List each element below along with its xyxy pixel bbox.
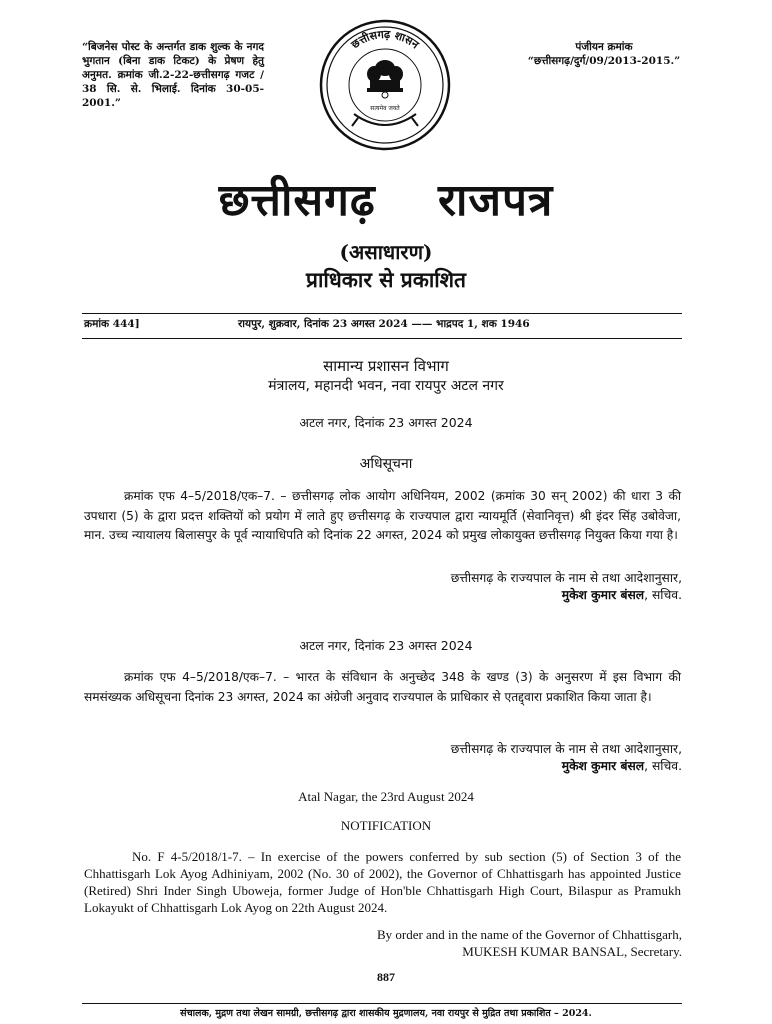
notification-heading-english: NOTIFICATION [340,818,432,833]
registration-block [504,40,704,68]
seal-text: छत्तीसगढ़ शासन [348,27,422,52]
signature-order-line: By order and in the name of the Governor of Chhattisgarh, [376,927,682,942]
seal-garland-icon [352,114,418,126]
signatory-title: , सचिव. [644,759,682,773]
notification-heading-hindi: अधिसूचना [359,456,413,472]
svg-text:छत्तीसगढ़ शासन [348,28,422,52]
lion-capital-icon [367,60,403,98]
printer-note: संचालक, मुद्रण तथा लेखन सामग्री, छत्तीसगढ़ द्वारा शासकीय मुद्रणालय, नवा रायपुर से मुद्रित तथा प्रकाशित – 2024. [180,1008,592,1019]
issue-date: रायपुर, शुक्रवार, दिनांक 23 अगस्त 2024 —— भाद्रपद 1, शक 1946 [238,318,530,330]
gazette-subtitle: (असाधारण) [339,240,433,264]
signatory-title: , सचिव. [644,588,682,602]
page-number: 887 [377,970,395,984]
footer-rule [82,1003,682,1004]
signatory-name-title: MUKESH KUMAR BANSAL, Secretary. [462,944,682,959]
translation-date-hindi: अटल नगर, दिनांक 23 अगस्त 2024 [299,638,473,653]
notification-paragraph-hindi: क्रमांक एफ 4–5/2018/एक–7. – छत्तीसगढ़ लोक आयोग अधिनियम, 2002 (क्रमांक 30 सन् 2002) की धारा 3 की उपधारा (5) के द्वारा प्रदत्त शक्तियों को प्रयोग में लाते हुए छत्तीसगढ़ के राज्यपाल द्वारा न्यायमूर्ति (सेवानिवृत्त) श्री इंदर सिंह उबोवेजा, मान. उच्च न्यायालय बिलासपुर के पूर्व न्यायाधिपति को दिनांक 22 अगस्त, 2024 को प्रमुख लोकायुक्त छत्तीसगढ़ नियुक्त किया गया है। [84,489,681,542]
issue-rule-top [82,313,682,314]
notification-date-english: Atal Nagar, the 23rd August 2024 [298,789,474,804]
notification-date-hindi: अटल नगर, दिनांक 23 अगस्त 2024 [299,415,473,430]
signatory-name: मुकेश कुमार बंसल [561,759,645,773]
signature-order-line: छत्तीसगढ़ के राज्यपाल के नाम से तथा आदेशानुसार, [450,742,682,756]
issue-rule-bottom [82,338,682,339]
notification-paragraph-english: No. F 4-5/2018/1-7. – In exercise of the powers conferred by sub section (5) of Section 3 of the Chhattisgarh Lok Ayog Adhiniyam, 2002 (No. 30 of 2002), the Governor of Chhattisgarh has appointed Justice (Retired) Shri Inder Singh Uboweja, former Judge of Hon'ble Chhattisgarh High Court, Bilaspur as Pramukh Lokayukt of Chhattisgarh Lok Ayog on 22th August 2024. [84,849,681,915]
gazette-title: छत्तीसगढ़ राजपत्र [218,175,554,226]
registration-number: “छत्तीसगढ़/दुर्ग/09/2013-2015.” [527,55,681,67]
registration-label: पंजीयन क्रमांक [575,41,633,53]
issue-number: क्रमांक 444] [84,318,140,330]
gazette-authority-line: प्राधिकार से प्रकाशित [306,267,466,292]
signature-order-line: छत्तीसगढ़ के राज्यपाल के नाम से तथा आदेशानुसार, [450,571,682,585]
postal-permit-note: “बिजनेस पोस्ट के अन्तर्गत डाक शुल्क के नगद भुगतान (बिना डाक टिकट) के प्रेषण हेतु अनुमत. क्रमांक जी.2-22-छत्तीसगढ़ गजट / 38 सि. से. भिलाई. दिनांक 30-05-2001.” [82,41,264,109]
signatory-name: मुकेश कुमार बंसल [561,588,645,602]
signature-block-1 [262,570,682,604]
department-name: सामान्य प्रशासन विभाग [323,357,449,375]
translation-paragraph-hindi: क्रमांक एफ 4–5/2018/एक–7. – भारत के संविधान के अनुच्छेद 348 के खण्ड (3) के अनुसरण में इस विभाग की समसंख्यक अधिसूचना दिनांक 23 अगस्त, 2024 का अंग्रेजी अनुवाद राज्यपाल के प्राधिकार से एतद्द्वारा प्रकाशित किया जाता है। [84,670,681,704]
seal-motto: सत्यमेव जयते [370,105,400,112]
signature-block-2 [262,741,682,775]
department-address: मंत्रालय, महानदी भवन, नवा रायपुर अटल नगर [268,378,504,394]
state-emblem-seal [318,18,452,152]
signature-block-english [262,926,682,960]
